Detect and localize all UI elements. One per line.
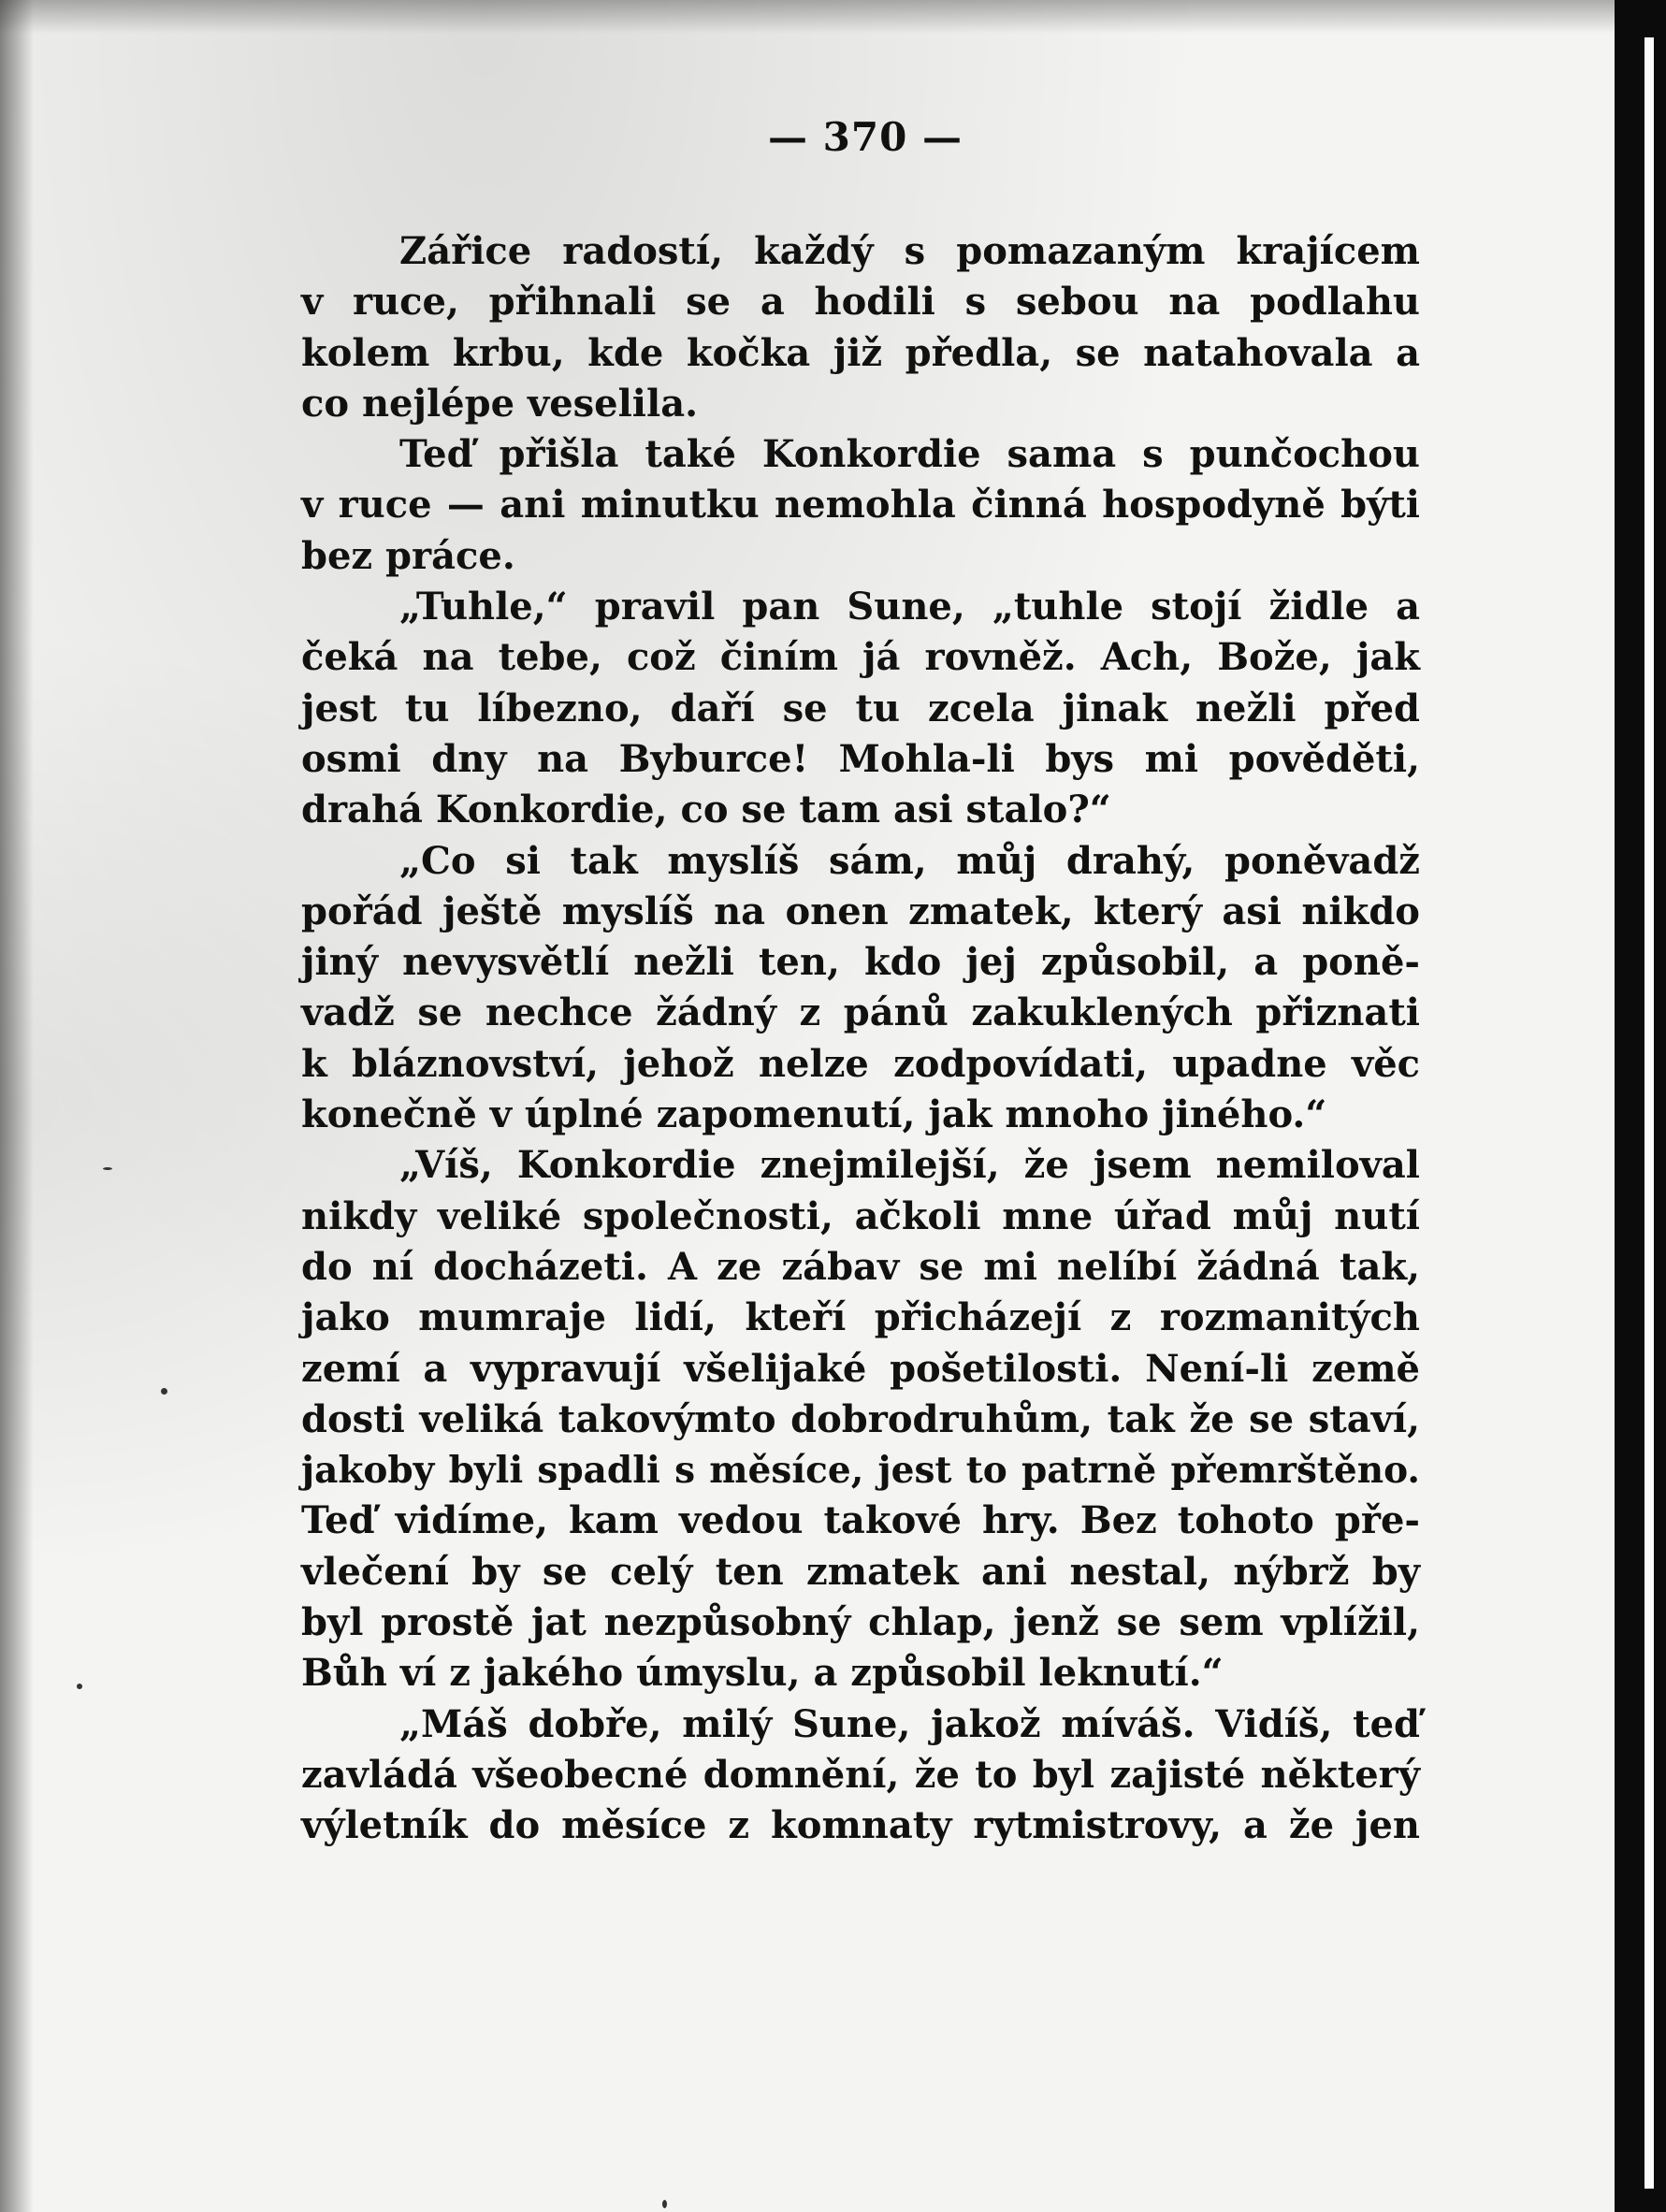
text-line: „Víš, Konkordie znejmilejší, že jsem nemiloval: [399, 1143, 1420, 1188]
text-line: jako mumraje lidí, kteří přicházejí z rozmanitých: [301, 1295, 1420, 1340]
text-line: byl prostě jat nezpůsobný chlap, jenž se sem vplížil,: [301, 1600, 1420, 1645]
text-line: zemí a vypravují všelijaké pošetilosti. Není-li země: [301, 1346, 1420, 1391]
text-line: „Co si tak myslíš sám, můj drahý, poněvadž: [399, 838, 1420, 883]
text-line: do ní docházeti. A ze zábav se mi nelíbí žádná tak,: [301, 1244, 1420, 1289]
page-top-shadow: [0, 0, 1615, 34]
body-text: [301, 226, 1420, 1852]
text-line: k bláznovství, jehož nelze zodpovídati, upadne věc: [301, 1041, 1420, 1086]
text-line: pořád ještě myslíš na onen zmatek, který asi nikdo: [301, 889, 1420, 933]
text-line: vadž se nechce žádný z pánů zakuklených přiznati: [301, 990, 1420, 1035]
print-speck: [662, 2200, 667, 2208]
text-line: v ruce — ani minutku nemohla činná hospodyně býti: [301, 483, 1420, 528]
print-speck: [161, 1388, 167, 1395]
text-line: kolem krbu, kde kočka již předla, se natahovala a: [301, 330, 1420, 375]
text-line: jest tu líbezno, daří se tu zcela jinak nežli před: [301, 686, 1420, 730]
text-line: zavládá všeobecné domnění, že to byl zajisté některý: [301, 1752, 1420, 1797]
text-line: vlečení by se celý ten zmatek ani nestal, nýbrž by: [301, 1549, 1420, 1594]
print-speck: [103, 1167, 112, 1170]
text-line: jakoby byli spadli s měsíce, jest to patrně přemrštěno.: [301, 1449, 1420, 1493]
text-line: výletník do měsíce z komnaty rytmistrovy, a že jen: [301, 1803, 1420, 1848]
text-line: Bůh ví z jakého úmyslu, a způsobil leknutí.“: [301, 1651, 1224, 1696]
text-line: čeká na tebe, což činím já rovněž. Ach, Bože, jak: [301, 635, 1420, 680]
text-line: „Tuhle,“ pravil pan Sune, „tuhle stojí židle a: [399, 585, 1420, 629]
print-speck: [77, 1684, 82, 1689]
text-line: drahá Konkordie, co se tam asi stalo?“: [301, 788, 1111, 832]
text-line: dosti veliká takovýmto dobrodruhům, tak že se staví,: [301, 1396, 1420, 1441]
text-line: v ruce, přihnali se a hodili s sebou na podlahu: [301, 280, 1420, 325]
text-line: co nejlépe veselila.: [301, 381, 699, 426]
scan-border-line: [1644, 37, 1654, 2189]
text-line: „Máš dobře, milý Sune, jakož míváš. Vidíš, teď: [399, 1701, 1420, 1746]
text-line: bez práce.: [301, 533, 515, 578]
page-number: — 370 —: [768, 114, 963, 160]
page-left-shadow: [0, 0, 34, 2212]
text-line: nikdy veliké společnosti, ačkoli mne úřad můj nutí: [301, 1193, 1420, 1238]
text-line: jiný nevysvětlí nežli ten, kdo jej způsobil, a poně-: [301, 940, 1420, 985]
text-line: osmi dny na Byburce! Mohla-li bys mi pověděti,: [301, 736, 1420, 781]
text-line: Zářice radostí, každý s pomazaným krajícem: [399, 229, 1420, 273]
text-line: Teď vidíme, kam vedou takové hry. Bez tohoto pře-: [301, 1498, 1420, 1543]
text-line: konečně v úplné zapomenutí, jak mnoho jiného.“: [301, 1092, 1327, 1137]
text-line: Teď přišla také Konkordie sama s punčochou: [399, 432, 1420, 477]
